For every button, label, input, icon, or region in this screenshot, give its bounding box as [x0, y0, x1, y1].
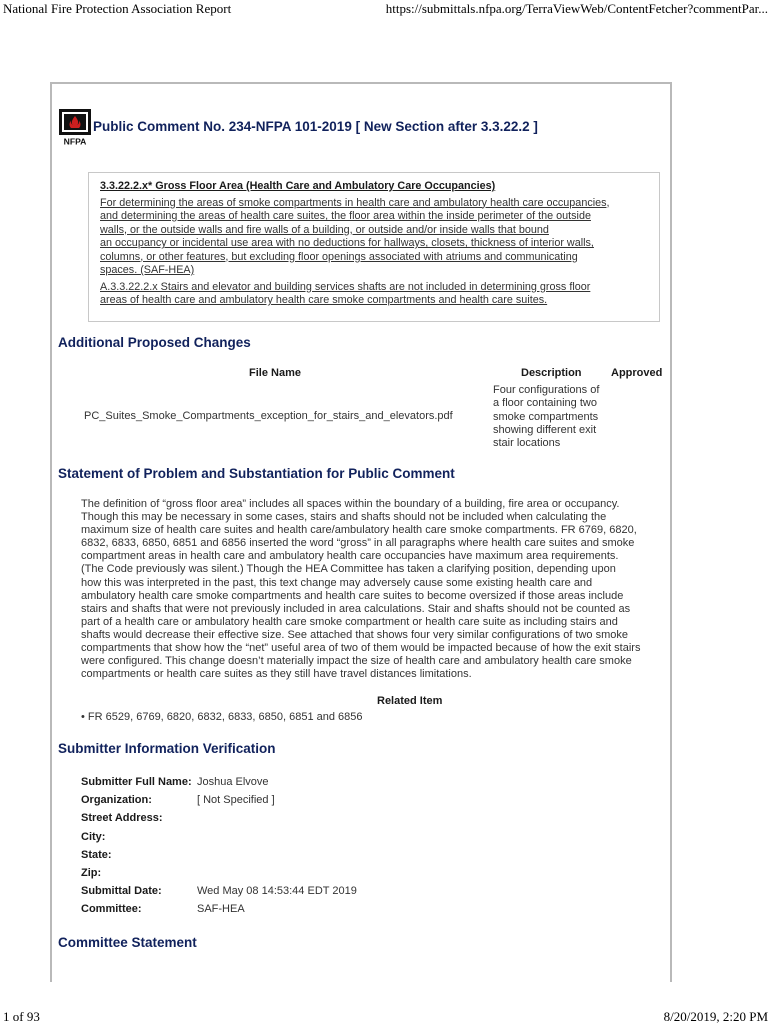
statement-heading: Statement of Problem and Substantiation for Public Comment	[58, 466, 455, 481]
submitter-heading: Submitter Information Verification	[58, 741, 276, 756]
description-line: a floor containing two	[493, 397, 597, 410]
proposed-body-line: For determining the areas of smoke compartments in health care and ambulatory health care occupancies,	[100, 196, 610, 209]
field-label: Organization:	[81, 794, 152, 806]
column-header-description: Description	[521, 367, 582, 379]
statement-line: Though this may be necessary in some cases, stairs and shafts should not be included when calculating the	[81, 511, 607, 524]
related-item-heading: Related Item	[377, 695, 443, 707]
field-label: Zip:	[81, 867, 102, 879]
print-header-source: National Fire Protection Association Report	[3, 1, 232, 16]
page-title: Public Comment No. 234-NFPA 101-2019 [ New Section after 3.3.22.2 ]	[93, 119, 538, 134]
statement-line: compartments that show how the “net” useful area of two of them would be impacted because of how the exit stairs	[81, 642, 641, 655]
print-header	[0, 0, 770, 18]
description-line: showing different exit	[493, 423, 597, 436]
submitter-name: Joshua Elvove	[197, 776, 269, 788]
statement-line: 6832, 6833, 6850, 6851 and 6856 inserted the word “gross” in all paragraphs where health care suites and smoke	[81, 537, 635, 550]
column-header-file-name: File Name	[249, 367, 301, 379]
proposed-body-line: an occupancy or incidental use area with no deductions for hallways, closets, thickness of interior walls,	[100, 237, 594, 249]
field-label: State:	[81, 849, 112, 861]
submittal-date-value: Wed May 08 14:53:44 EDT 2019	[197, 885, 357, 897]
proposed-body-line: columns, or other features, but excluding floor openings associated with atriums and communicating	[100, 250, 578, 263]
related-item: • FR 6529, 6769, 6820, 6832, 6833, 6850, 6851 and 6856	[81, 711, 363, 723]
annex-text	[100, 281, 648, 308]
proposed-body-line: walls, or the outside walls and fire walls of a building, or outside and/or inside walls that bound	[100, 223, 549, 236]
statement-line: compartments or health care suites as they still have travel distances limitations.	[81, 668, 472, 681]
attachment-description	[493, 384, 613, 450]
statement-line: were configured. This change doesn’t materially impact the size of health care and ambulatory health care smoke	[81, 655, 632, 668]
proposed-body-line: and determining the areas of health care suites, the floor area within the inside perimeter of the outside	[100, 210, 591, 222]
statement-line: part of a health care or ambulatory health care smoke compartment or health care suite as including stairs and	[81, 615, 618, 628]
print-header-url: https://submittals.nfpa.org/TerraViewWeb/ContentFetcher?commentPar...	[385, 1, 768, 16]
field-label: Street Address:	[81, 812, 163, 824]
statement-line: stairs and shafts that were not previously included in area calculations. Stair and shafts should not be counted as	[81, 602, 631, 615]
description-line: Four configurations of	[493, 384, 600, 396]
statement-line: maximum size of health care suites and health care/ambulatory health care smoke compartments. FR 6769, 6820,	[81, 524, 637, 537]
annex-line: A.3.3.22.2.x Stairs and elevator and building services shafts are not included in determining gross floor	[100, 280, 591, 293]
attachment-file-name: PC_Suites_Smoke_Compartments_exception_for_stairs_and_elevators.pdf	[84, 410, 453, 422]
proposed-body-line: spaces. (SAF-HEA)	[100, 264, 195, 276]
column-header-approved: Approved	[611, 367, 663, 379]
statement-body	[81, 498, 665, 681]
statement-line: compartment areas in health care and ambulatory health care occupancies have maximum area requirements.	[81, 550, 619, 563]
statement-line: The definition of “gross floor area” includes all spaces within the boundary of a building, fire area or occupancy.	[81, 498, 620, 510]
description-line: smoke compartments	[493, 410, 599, 423]
proposed-section-heading: 3.3.22.2.x* Gross Floor Area (Health Care and Ambulatory Care Occupancies)	[100, 180, 496, 192]
print-timestamp: 8/20/2019, 2:20 PM	[663, 1009, 768, 1024]
page-count: 1 of 93	[3, 1009, 40, 1024]
statement-line: ambulatory health care smoke compartments and health care suites to become oversized if those areas include	[81, 589, 624, 602]
organization-value: [ Not Specified ]	[197, 794, 275, 806]
committee-value: SAF-HEA	[197, 903, 245, 915]
logo-text: NFPA	[63, 136, 87, 146]
statement-line: (The Code previously was silent.) Though the HEA Committee has taken a clarifying position, depending upon	[81, 563, 616, 576]
field-label: Committee:	[81, 903, 142, 915]
print-footer	[0, 1008, 770, 1026]
annex-line: areas of health care and ambulatory health care smoke compartments and health care suites.	[100, 294, 548, 306]
statement-line: how this was interpreted in the past, this text change may adversely cause some existing health care and	[81, 576, 593, 589]
field-label: City:	[81, 831, 106, 843]
field-label: Submitter Full Name:	[81, 776, 192, 788]
additional-changes-heading: Additional Proposed Changes	[58, 335, 251, 350]
committee-statement-heading: Committee Statement	[58, 935, 197, 950]
field-label: Submittal Date:	[81, 885, 162, 897]
statement-line: shafts would decrease their effective size. See attached that shows four very similar configurations of two smoke	[81, 628, 629, 641]
description-line: stair locations	[493, 437, 561, 450]
nfpa-logo-icon	[58, 108, 92, 146]
proposed-section-body	[100, 197, 648, 278]
proposed-section-box	[88, 172, 660, 322]
